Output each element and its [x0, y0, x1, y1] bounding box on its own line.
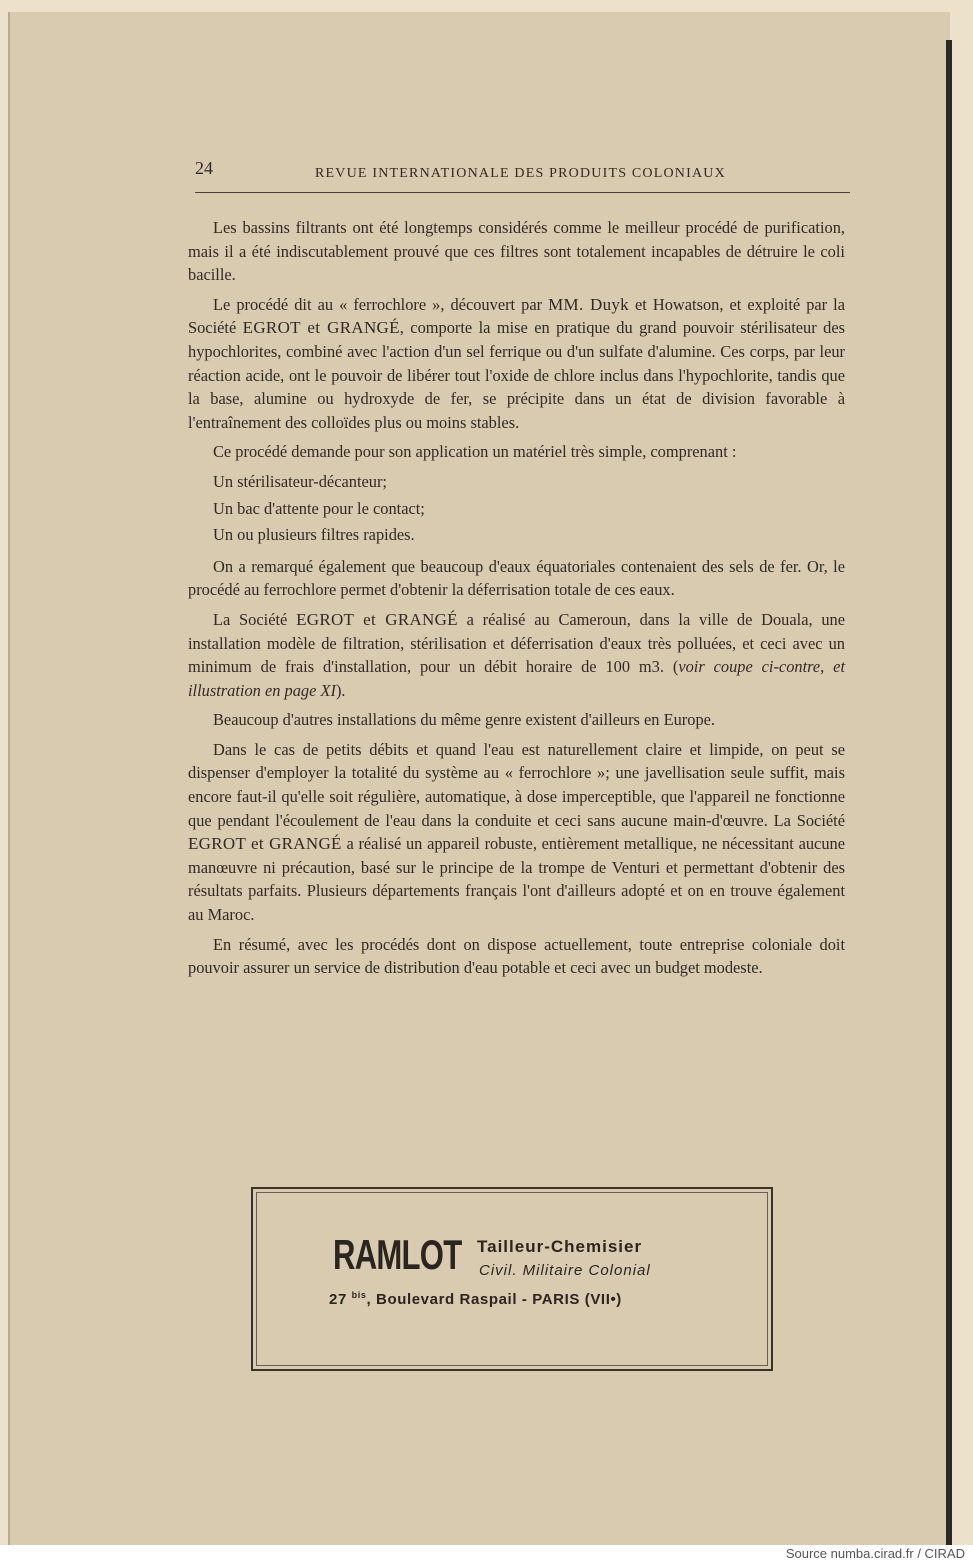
page-binding-edge: [946, 40, 952, 1545]
paragraph-1: Les bassins filtrants ont été longtemps considérés comme le meilleur procédé de purification, mais il a été indiscutablement prouvé que ces filtres sont totalement incapables de détruire le coli bacille.: [188, 218, 845, 285]
ad-address: 27 $^{bis}$, Boulevard Raspail - PARIS (VII•): [329, 1290, 622, 1308]
paragraph-2: Le procédé dit au « ferrochlore », découvert par MM. Duyk et Howatson, et exploité par la Société EGROT et GRANGÉ, comporte la mise en pratique du grand pouvoir stérilisateur des hypochlorites, combiné avec l'action d'un sel ferrique ou d'un sulfate d'alumine. Ces corps, par leur réaction acide, ont le pouvoir de libérer tout l'oxide de chlore inclus dans l'hypochlorite, tandis que la base, alumine ou hydroxyde de fer, se précipite dans un état de division favorable à l'entraînement des colloïdes plus ou moins stables.: [188, 294, 845, 432]
journal-title: REVUE INTERNATIONALE DES PRODUITS COLONIAUX: [315, 166, 726, 181]
paragraph-7: Dans le cas de petits débits et quand l'eau est naturellement claire et limpide, on peut se dispenser d'employer la totalité du système au « ferrochlore »; une javellisation seule suffit, mais encore faut-il qu'elle soit régulière, automatique, à dose imperceptible, que l'appareil ne fonctionne que pendant l'écoulement de l'eau dans la conduite et ceci sans aucune main-d'œuvre. La Société EGROT et GRANGÉ a réalisé un appareil robuste, entièrement metallique, ne nécessitant aucune manœuvre ni précaution, basé sur le principe de la trompe de Venturi et permettant d'obtenir des résultats parfaits. Plusieurs départements français l'ont d'ailleurs adopté et on en trouve également au Maroc.: [188, 739, 845, 925]
paragraph-3: Ce procédé demande pour son application un matériel très simple, comprenant :: [213, 442, 737, 462]
list-item: Un bac d'attente pour le contact;: [213, 498, 425, 518]
running-header: [195, 158, 850, 193]
source-credit: Source numba.cirad.fr / CIRAD: [785, 1546, 965, 1561]
paragraph-6: Beaucoup d'autres installations du même genre existent d'ailleurs en Europe.: [213, 710, 716, 730]
ramlot-advertisement: [251, 1187, 773, 1371]
ad-brand-name: RAMLOT: [333, 1231, 462, 1278]
paragraph-8: En résumé, avec les procédés dont on dispose actuellement, toute entreprise coloniale doit pouvoir assurer un service de distribution d'eau potable et ceci avec un budget modeste.: [188, 934, 845, 978]
list-item: Un stérilisateur-décanteur;: [213, 471, 387, 491]
paragraph-4: On a remarqué également que beaucoup d'eaux équatoriales contenaient des sels de fer. Or, le procédé au ferrochlore permet d'obtenir la déferrisation totale de ces eaux.: [188, 556, 845, 600]
ad-trade: Tailleur-Chemisier: [477, 1237, 643, 1256]
list-item: Un ou plusieurs filtres rapides.: [213, 525, 415, 545]
page-number: 24: [195, 158, 213, 178]
ad-clientele: Civil. Militaire Colonial: [479, 1262, 651, 1279]
paragraph-5: La Société EGROT et GRANGÉ a réalisé au Cameroun, dans la ville de Douala, une installation modèle de filtration, stérilisation et déferrisation d'eaux très polluées, et ceci avec un minimum de frais d'installation, pour un débit horaire de 100 m3. (voir coupe ci-contre, et illustration en page XI).: [188, 609, 846, 700]
article-body: [188, 216, 845, 986]
